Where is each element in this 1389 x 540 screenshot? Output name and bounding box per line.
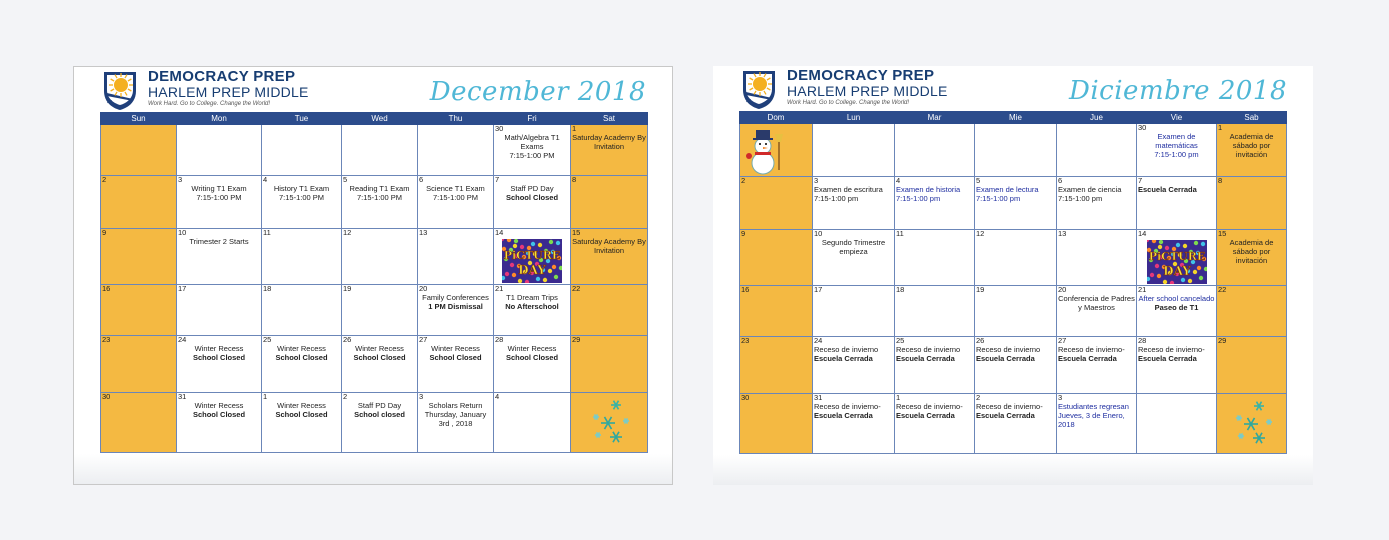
day-cell (262, 285, 342, 336)
event-text: Reading T1 Exam (349, 184, 410, 193)
calendar-sheet-english (73, 66, 673, 485)
day-number: 30 (741, 393, 750, 402)
day-cell (494, 125, 571, 176)
event-text: 7:15-1:00 PM (278, 193, 325, 202)
calendar-grid (739, 111, 1287, 454)
day-number: 2 (976, 393, 981, 402)
day-cell (740, 230, 813, 286)
event-text: Segundo Trimestre empieza (821, 238, 886, 256)
calendar-week-row (101, 285, 648, 336)
calendar-week-row (101, 229, 648, 285)
event-bold-text: Escuela Cerrada (896, 411, 955, 420)
day-cell (262, 176, 342, 229)
day-number: 20 (1058, 285, 1067, 294)
day-number: 16 (741, 285, 750, 294)
event-text: Examen de lectura (976, 185, 1039, 194)
weekday-header: Sab (1217, 112, 1287, 124)
day-number: 18 (896, 285, 905, 294)
event-text: Examen de historia (896, 185, 961, 194)
event-text: Academia de sábado por invitación (1229, 132, 1274, 159)
day-number: 29 (1218, 336, 1227, 345)
day-cell (571, 393, 648, 453)
weekday-header: Sat (571, 113, 648, 125)
weekday-header-row (101, 113, 648, 125)
org-line1: DEMOCRACY PREP (148, 68, 296, 85)
day-number: 4 (896, 176, 901, 185)
day-number: 1 (1218, 123, 1223, 132)
org-tagline: Work Hard. Go to College. Change the World! (787, 100, 910, 106)
snowman-icon (743, 126, 787, 176)
day-cell (1057, 230, 1137, 286)
weekday-header: Thu (418, 113, 494, 125)
event-text: Winter Recess (507, 344, 557, 353)
day-number: 12 (976, 229, 985, 238)
weekday-header: Wed (342, 113, 418, 125)
day-cell (813, 394, 895, 454)
day-cell (177, 229, 262, 285)
day-cell (740, 394, 813, 454)
weekday-header: Lun (813, 112, 895, 124)
day-cell (101, 336, 177, 393)
event-bold-text: School Closed (353, 353, 406, 362)
day-number: 13 (1058, 229, 1067, 238)
snowflakes-icon (1229, 396, 1275, 446)
event-text: Winter Recess (194, 401, 244, 410)
day-cell (571, 125, 648, 176)
event-text: History T1 Exam (273, 184, 330, 193)
day-number: 31 (178, 392, 187, 401)
event-text: Receso de invierno- (1058, 345, 1125, 354)
event-bold-text: Escuela Cerrada (814, 354, 873, 363)
day-number: 18 (263, 284, 272, 293)
day-number: 16 (102, 284, 111, 293)
calendar-week-row (740, 394, 1287, 454)
event-text: Winter Recess (431, 344, 480, 353)
org-line2: HARLEM PREP MIDDLE (148, 84, 309, 100)
event-text: Receso de invierno (896, 345, 961, 354)
event-bold-text: Paseo de T1 (1154, 303, 1199, 312)
day-cell (101, 125, 177, 176)
day-number: 27 (1058, 336, 1067, 345)
event-bold-text: Escuela Cerrada (976, 411, 1035, 420)
event-bold-text: No Afterschool (505, 302, 559, 311)
weekday-header: Sun (101, 113, 177, 125)
day-number: 2 (343, 392, 348, 401)
day-cell (1137, 394, 1217, 454)
calendar-week-row (740, 124, 1287, 177)
day-number: 25 (896, 336, 905, 345)
event-text: 7:15-1:00 pm (976, 194, 1021, 203)
event-text: Examen de ciencia (1058, 185, 1122, 194)
svg-text:PiCTURE: PiCTURE (503, 249, 561, 262)
day-cell (1137, 230, 1217, 286)
day-cell (342, 125, 418, 176)
event-bold-text: School closed (354, 410, 405, 419)
calendar-grid (100, 112, 648, 453)
event-text: Winter Recess (194, 344, 244, 353)
day-cell (1057, 286, 1137, 337)
day-cell (177, 176, 262, 229)
event-bold-text: 1 PM Dismissal (428, 302, 483, 311)
month-title: Diciembre 2018 (1069, 76, 1287, 106)
day-number: 1 (896, 393, 901, 402)
day-cell (740, 337, 813, 394)
day-number: 25 (263, 335, 272, 344)
day-number: 15 (1218, 229, 1227, 238)
event-text: Winter Recess (355, 344, 404, 353)
event-text: Saturday Academy By Invitation (572, 237, 646, 255)
event-bold-text: School Closed (275, 353, 328, 362)
day-cell (262, 393, 342, 453)
day-number: 6 (1058, 176, 1063, 185)
day-cell (494, 285, 571, 336)
day-number: 30 (102, 392, 111, 401)
event-text: 7:15-1:00 pm (1058, 194, 1103, 203)
event-text: After school cancelado (1138, 294, 1215, 303)
day-number: 31 (814, 393, 823, 402)
calendar-week-row (740, 286, 1287, 337)
day-cell (1137, 177, 1217, 230)
event-text: 7:15-1:00 pm (814, 194, 859, 203)
weekday-header: Mie (975, 112, 1057, 124)
day-cell (571, 285, 648, 336)
day-cell (813, 230, 895, 286)
event-text: 7:15-1:00 pm (1154, 150, 1199, 159)
day-number: 26 (343, 335, 352, 344)
event-text: Receso de invierno- (814, 402, 881, 411)
day-number: 8 (572, 175, 577, 184)
day-number: 21 (495, 284, 504, 293)
day-number: 11 (896, 229, 904, 238)
day-number: 26 (976, 336, 985, 345)
day-cell (418, 229, 494, 285)
event-text: Receso de invierno- (1138, 345, 1205, 354)
day-cell (342, 336, 418, 393)
event-text: Writing T1 Exam (191, 184, 247, 193)
event-text: Receso de invierno- (976, 402, 1043, 411)
day-cell (740, 286, 813, 337)
day-cell (1217, 124, 1287, 177)
day-number: 30 (1138, 123, 1147, 132)
svg-text:DAY: DAY (518, 263, 546, 277)
event-text: Examen de escritura (814, 185, 883, 194)
calendar-week-row (740, 230, 1287, 286)
event-text: T1 Dream Trips (506, 293, 558, 302)
day-cell (418, 176, 494, 229)
day-cell (342, 393, 418, 453)
day-number: 22 (572, 284, 581, 293)
shield-logo-icon (100, 69, 140, 111)
event-text: Staff PD Day (357, 401, 402, 410)
event-text: Winter Recess (277, 344, 326, 353)
day-cell (975, 230, 1057, 286)
day-number: 21 (1138, 285, 1147, 294)
day-cell (975, 177, 1057, 230)
event-text: Family Conferences (422, 293, 489, 302)
day-number: 4 (495, 392, 500, 401)
day-number: 24 (814, 336, 823, 345)
day-number: 28 (495, 335, 504, 344)
day-cell (1137, 286, 1217, 337)
picture-day-icon (1147, 240, 1207, 284)
day-number: 10 (814, 229, 823, 238)
event-bold-text: Escuela Cerrada (1138, 185, 1197, 194)
day-number: 12 (343, 228, 352, 237)
event-text: Trimester 2 Starts (189, 237, 249, 246)
day-cell (418, 336, 494, 393)
day-cell (494, 393, 571, 453)
day-cell (177, 393, 262, 453)
day-cell (1057, 337, 1137, 394)
day-number: 11 (263, 228, 271, 237)
day-cell (813, 337, 895, 394)
day-number: 3 (1058, 393, 1063, 402)
day-number: 7 (1138, 176, 1143, 185)
day-cell (262, 336, 342, 393)
weekday-header: Dom (740, 112, 813, 124)
day-cell (740, 124, 813, 177)
day-cell (101, 176, 177, 229)
shield-logo-icon (739, 68, 779, 110)
event-text: Estudiantes regresan Jueves, 3 de Enero, 2018 (1058, 402, 1129, 429)
event-text: 7:15-1:00 pm (896, 194, 941, 203)
org-line1: DEMOCRACY PREP (787, 67, 935, 84)
day-cell (1137, 124, 1217, 177)
day-number: 10 (178, 228, 187, 237)
day-number: 24 (178, 335, 187, 344)
day-cell (262, 125, 342, 176)
day-number: 23 (741, 336, 750, 345)
calendar-week-row (101, 393, 648, 453)
day-cell (571, 336, 648, 393)
day-cell (571, 229, 648, 285)
snowflakes-icon (586, 395, 632, 445)
org-tagline: Work Hard. Go to College. Change the World! (148, 101, 271, 107)
event-text: 7:15-1:00 PM (196, 193, 242, 202)
day-cell (101, 229, 177, 285)
day-number: 17 (178, 284, 187, 293)
day-cell (342, 229, 418, 285)
calendar-week-row (101, 336, 648, 393)
day-number: 3 (419, 392, 424, 401)
org-line2: HARLEM PREP MIDDLE (787, 83, 948, 99)
event-text: Receso de invierno (976, 345, 1041, 354)
day-number: 8 (1218, 176, 1223, 185)
day-cell (895, 286, 975, 337)
day-number: 20 (419, 284, 428, 293)
day-number: 19 (343, 284, 352, 293)
day-number: 6 (419, 175, 424, 184)
day-number: 17 (814, 285, 823, 294)
day-cell (975, 394, 1057, 454)
event-text: Math/Algebra T1 Exams (504, 133, 560, 151)
school-name (148, 68, 309, 109)
day-cell (262, 229, 342, 285)
event-text: Staff PD Day (510, 184, 554, 193)
day-cell (813, 177, 895, 230)
day-cell (342, 176, 418, 229)
calendar-sheet-spanish (713, 66, 1313, 485)
day-cell (418, 125, 494, 176)
day-number: 5 (976, 176, 981, 185)
day-cell (177, 285, 262, 336)
day-cell (177, 125, 262, 176)
event-bold-text: Escuela Cerrada (1138, 354, 1197, 363)
day-cell (494, 336, 571, 393)
event-bold-text: School Closed (192, 410, 246, 419)
event-bold-text: School Closed (275, 410, 328, 419)
day-cell (1217, 177, 1287, 230)
day-number: 23 (102, 335, 111, 344)
weekday-header: Mar (895, 112, 975, 124)
day-number: 14 (1138, 229, 1147, 238)
day-number: 15 (572, 228, 581, 237)
event-text: 7:15-1:00 PM (509, 151, 555, 160)
weekday-header: Tue (262, 113, 342, 125)
day-cell (101, 393, 177, 453)
event-bold-text: Escuela Cerrada (814, 411, 873, 420)
day-cell (813, 286, 895, 337)
event-bold-text: School Closed (429, 353, 482, 362)
month-title: December 2018 (429, 77, 646, 107)
day-cell (895, 337, 975, 394)
calendar-week-row (101, 176, 648, 229)
calendar-week-row (740, 337, 1287, 394)
day-number: 4 (263, 175, 268, 184)
day-number: 9 (741, 229, 746, 238)
day-cell (177, 336, 262, 393)
day-number: 29 (572, 335, 581, 344)
weekday-header: Fri (494, 113, 571, 125)
day-cell (418, 285, 494, 336)
day-number: 3 (814, 176, 819, 185)
day-cell (1217, 337, 1287, 394)
day-cell (895, 124, 975, 177)
event-text: Saturday Academy By Invitation (572, 133, 646, 151)
calendar-week-row (740, 177, 1287, 230)
day-cell (1217, 286, 1287, 337)
event-text: Winter Recess (277, 401, 326, 410)
day-cell (571, 176, 648, 229)
event-bold-text: Escuela Cerrada (896, 354, 955, 363)
event-text: Science T1 Exam (426, 184, 485, 193)
day-cell (1217, 394, 1287, 454)
day-number: 14 (495, 228, 504, 237)
event-bold-text: Escuela Cerrada (976, 354, 1035, 363)
day-cell (1137, 337, 1217, 394)
weekday-header: Jue (1057, 112, 1137, 124)
day-number: 27 (419, 335, 428, 344)
event-bold-text: Escuela Cerrada (1058, 354, 1117, 363)
day-number: 22 (1218, 285, 1227, 294)
day-cell (975, 124, 1057, 177)
day-number: 7 (495, 175, 500, 184)
calendar-week-row (101, 125, 648, 176)
day-cell (1057, 394, 1137, 454)
weekday-header-row (740, 112, 1287, 124)
school-name (787, 67, 948, 108)
day-cell (1057, 124, 1137, 177)
day-number: 9 (102, 228, 107, 237)
day-cell (975, 286, 1057, 337)
day-cell (342, 285, 418, 336)
day-cell (494, 176, 571, 229)
day-cell (895, 230, 975, 286)
day-cell (895, 177, 975, 230)
day-number: 28 (1138, 336, 1147, 345)
day-cell (813, 124, 895, 177)
event-text: Conferencia de Padres y Maestros (1058, 294, 1135, 312)
event-bold-text: School Closed (505, 353, 559, 362)
day-cell (895, 394, 975, 454)
day-number: 5 (343, 175, 348, 184)
day-number: 2 (741, 176, 746, 185)
event-text: Examen de matemáticas (1155, 132, 1198, 150)
day-cell (418, 393, 494, 453)
event-text: Academia de sábado por invitación (1229, 238, 1274, 265)
event-bold-text: School Closed (505, 193, 559, 202)
day-number: 19 (976, 285, 985, 294)
day-cell (101, 285, 177, 336)
event-bold-text: School Closed (192, 353, 246, 362)
event-text: 7:15-1:00 PM (432, 193, 479, 202)
day-number: 13 (419, 228, 428, 237)
weekday-header: Vie (1137, 112, 1217, 124)
day-number: 1 (572, 124, 577, 133)
weekday-header: Mon (177, 113, 262, 125)
picture-day-icon (502, 239, 562, 283)
event-text: Receso de invierno (814, 345, 879, 354)
event-text: 7:15-1:00 PM (356, 193, 403, 202)
day-cell (975, 337, 1057, 394)
event-text: Scholars Return Thursday, January 3rd , 2018 (424, 401, 487, 428)
day-cell (1057, 177, 1137, 230)
day-number: 1 (263, 392, 268, 401)
day-cell (740, 177, 813, 230)
day-number: 2 (102, 175, 107, 184)
day-number: 30 (495, 124, 504, 133)
day-number: 3 (178, 175, 183, 184)
svg-text:PiCTURE: PiCTURE (1148, 250, 1205, 263)
event-text: Receso de invierno- (896, 402, 963, 411)
day-cell (494, 229, 571, 285)
svg-text:DAY: DAY (1162, 264, 1191, 278)
day-cell (1217, 230, 1287, 286)
